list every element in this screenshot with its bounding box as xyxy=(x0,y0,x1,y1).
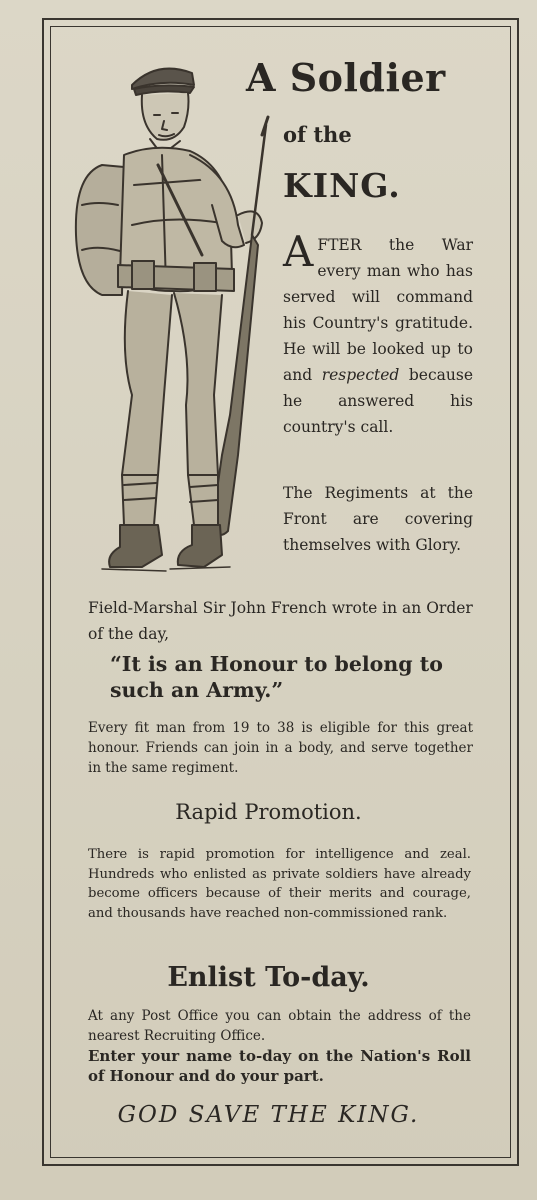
headline-line-1: A Soldier xyxy=(246,55,446,100)
god-save-the-king: GOD SAVE THE KING. xyxy=(117,1102,420,1128)
after-war-text-lead: FTER the War every man who has served will command his Country's gratitude. He will be looked up to and xyxy=(283,236,473,384)
rapid-promotion-paragraph: There is rapid promotion for intelligence and zeal. Hundreds who enlisted as private soldiers have already become officers because of their merits and courage, and thousands have reached non-commissioned rank. xyxy=(88,847,471,921)
drop-cap: A xyxy=(283,227,314,276)
eligibility-paragraph: Every fit man from 19 to 38 is eligible for this great honour. Friends can join in a body, and serve together in the same regiment. xyxy=(88,720,473,776)
roll-of-honour-paragraph: Enter your name to-day on the Nation's Roll of Honour and do your part. xyxy=(88,1047,471,1085)
headline-line-3: KING. xyxy=(283,166,401,205)
post-office-paragraph: At any Post Office you can obtain the address of the nearest Recruiting Office. xyxy=(88,1008,471,1044)
regiments-paragraph: The Regiments at the Front are covering themselves with Glory. xyxy=(283,484,473,554)
after-war-emphasis: respected xyxy=(321,366,400,384)
after-war-paragraph xyxy=(283,227,473,440)
honour-quote: “It is an Honour to belong to such an Army.” xyxy=(110,652,443,702)
headline-line-2: of the xyxy=(283,122,352,147)
soldier-with-rifle-illustration xyxy=(62,55,277,590)
enlist-heading: Enlist To-day. xyxy=(167,962,370,993)
rapid-promotion-heading: Rapid Promotion. xyxy=(175,800,362,824)
field-marshal-paragraph: Field-Marshal Sir John French wrote in an Order of the day, xyxy=(88,599,473,643)
after-war-text-tail: because he answered his country's call. xyxy=(283,366,473,436)
